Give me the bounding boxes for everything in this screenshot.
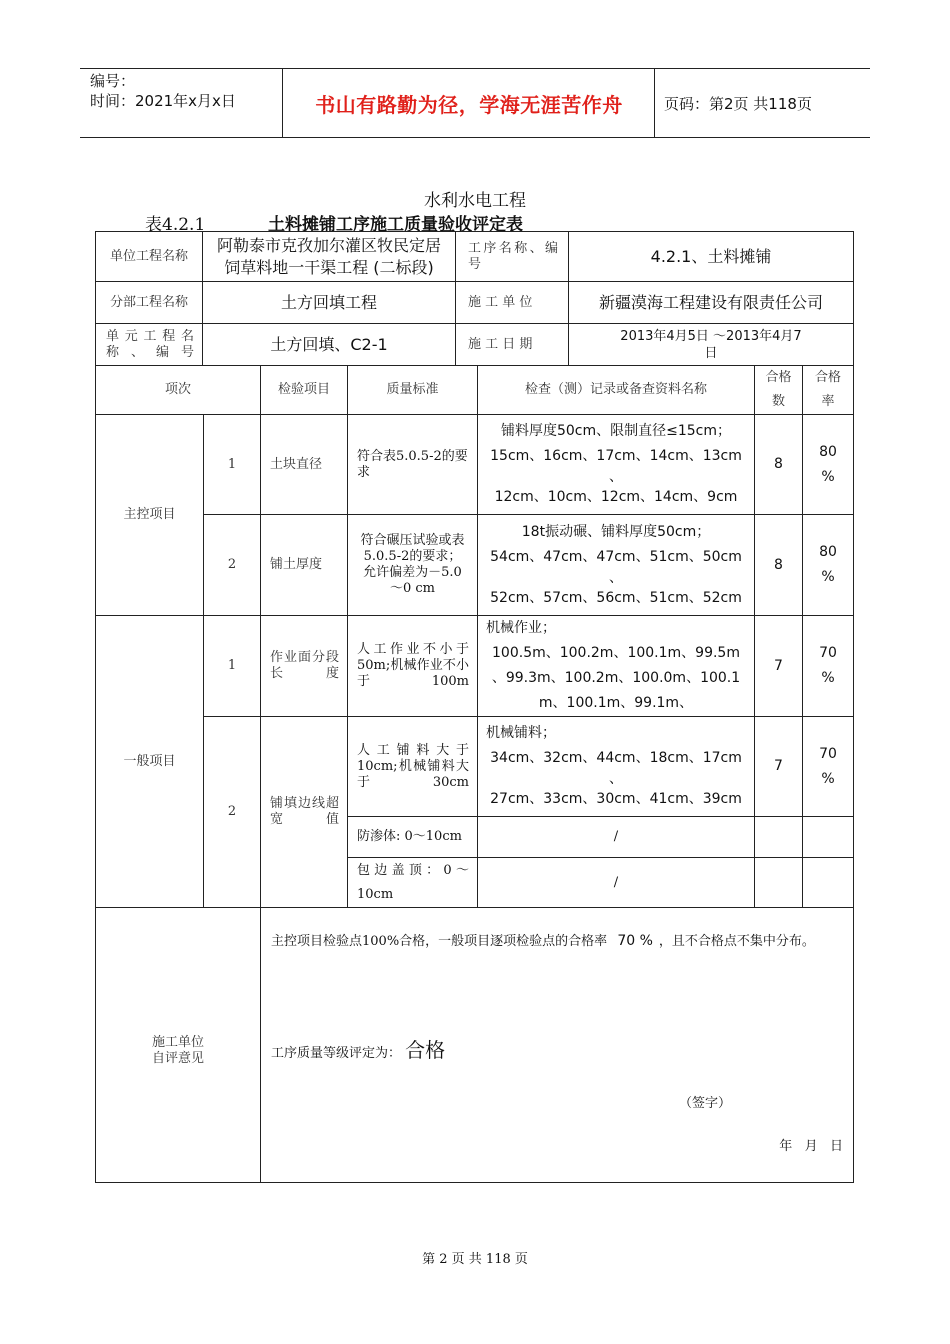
contractor-value: 新疆漠海工程建设有限责任公司 — [598, 292, 823, 312]
sub-project-value: 土方回填工程 — [280, 292, 377, 312]
document-number-label: 编号： — [90, 72, 136, 90]
table-row-count — [754, 615, 803, 717]
sub-row-count — [754, 857, 803, 908]
record-line: 、99.3m、100.2m、100.0m、100.1 — [491, 670, 741, 686]
unit-project-label-cell — [95, 231, 203, 282]
record-line: 机械铺料； — [486, 725, 556, 741]
opinion-summary-text: 主控项目检验点100%合格，一般项目逐项检验点的合格率 — [271, 934, 608, 949]
table-row-standard — [347, 615, 478, 717]
opinion-label-line-1: 施工单位 — [151, 1035, 204, 1050]
grade-label: 工序质量等级评定为： — [271, 1046, 402, 1061]
row-number: 1 — [227, 658, 237, 673]
record-line: / — [613, 829, 619, 844]
record-line: 15cm、16cm、17cm、14cm、13cm — [490, 448, 742, 464]
col-header-item-text: 项次 — [164, 382, 191, 397]
col-header-pass-rate-line-2: 率 — [821, 394, 835, 409]
table-row-item — [260, 414, 348, 515]
table-row-count — [754, 414, 803, 515]
record-line: 18t振动碾、铺料厚度50cm； — [521, 523, 711, 540]
col-header-pass-count-line-1: 合格 — [765, 370, 792, 385]
table-row-no — [203, 716, 261, 908]
process-value-cell — [568, 231, 854, 282]
general-group-label: 一般项目 — [123, 753, 176, 769]
quality-standard: 包边盖顶：0～10cm — [357, 862, 469, 902]
col-header-pass-count-line-2: 数 — [771, 394, 785, 409]
record-line: 铺料厚度50cm、限制直径≤15cm； — [500, 423, 732, 439]
table-row-rate — [802, 514, 854, 616]
table-row-rate — [802, 716, 854, 817]
pass-rate-unit: % — [821, 468, 835, 485]
record-line: m、100.1m、99.1m、 — [538, 695, 694, 711]
element-value-cell — [202, 323, 456, 366]
table-row-count — [754, 716, 803, 817]
quality-standard: 符合碾压试验或表5.0.5-2的要求；允许偏差为－5.0～0 cm — [360, 533, 465, 596]
table-row-standard — [347, 414, 478, 515]
table-row-records — [477, 615, 755, 717]
project-title: 水利水电工程 — [424, 191, 526, 211]
process-value: 4.2.1、土料摊铺 — [650, 246, 772, 266]
opinion-summary-tail: ，且不合格点不集中分布。 — [658, 934, 815, 949]
element-label-cell — [95, 323, 203, 366]
pass-rate-unit: % — [821, 670, 835, 686]
grade-value: 合格 — [405, 1038, 446, 1062]
sub-row-rate — [802, 857, 854, 908]
record-line: 34cm、32cm、44cm、18cm、17cm — [490, 750, 742, 766]
quality-standard: 防渗体: 0～10cm — [357, 829, 462, 844]
record-line: 100.5m、100.2m、100.1m、99.5m — [492, 645, 740, 661]
sub-project-label: 分部工程名称 — [109, 294, 188, 310]
unit-project-label: 单位工程名称 — [109, 248, 188, 264]
quality-standard: 人工作业不小于50m;机械作业不小于100m — [357, 642, 469, 689]
main-control-group-cell — [95, 414, 204, 616]
date-value-line-2: 日 — [704, 345, 718, 361]
inspection-item: 作业面分段长度 — [270, 650, 339, 681]
page-footer: 第 2 页 共 118 页 — [422, 1252, 528, 1267]
element-label: 单元工程名称、编号 — [106, 328, 194, 360]
record-line: 机械作业； — [486, 620, 556, 636]
col-header-records — [477, 365, 755, 415]
table-row-no — [203, 615, 261, 717]
unit-project-value-line-2: 饲草料地一干渠工程 (二标段) — [224, 257, 434, 277]
table-number: 表4.2.1 — [145, 215, 206, 235]
contractor-label: 施 工 单 位 — [468, 294, 533, 310]
opinion-content-cell — [260, 907, 854, 1183]
pass-rate-unit: % — [821, 569, 835, 585]
col-header-inspection-text: 检验项目 — [277, 382, 330, 397]
table-row-records — [477, 716, 755, 817]
record-line: / — [613, 874, 619, 890]
pass-rate-value: 80 — [819, 443, 837, 460]
sub-row-standard — [347, 816, 478, 858]
table-row-count — [754, 514, 803, 616]
contractor-value-cell — [568, 281, 854, 324]
pass-count: 7 — [774, 657, 783, 674]
row-number: 1 — [227, 456, 237, 472]
row-number: 2 — [227, 557, 237, 572]
pass-rate-value: 70 — [819, 745, 837, 762]
table-row-no — [203, 414, 261, 515]
col-header-standard-text: 质量标准 — [386, 382, 439, 397]
date-label: 施 工 日 期 — [468, 336, 533, 352]
table-row-item — [260, 716, 348, 908]
signature-date: 年 月 日 — [779, 1139, 843, 1154]
pass-rate-unit: % — [821, 770, 835, 787]
sub-row-count — [754, 816, 803, 858]
sub-project-label-cell — [95, 281, 203, 324]
sub-project-value-cell — [202, 281, 456, 324]
quality-standard: 人工铺料大于10cm;机械铺料大于30cm — [357, 742, 469, 790]
pass-count: 8 — [774, 556, 783, 573]
sub-row-standard — [347, 857, 478, 908]
opinion-label-line-2: 自评意见 — [151, 1051, 204, 1066]
pass-rate-value: 80 — [819, 544, 837, 560]
table-row-no — [203, 514, 261, 616]
element-value: 土方回填、C2-1 — [270, 334, 388, 354]
inspection-item: 铺土厚度 — [270, 557, 323, 572]
header-meta — [90, 71, 236, 111]
page-info: 页码：第2页 共118页 — [664, 95, 812, 113]
record-line: 12cm、10cm、12cm、14cm、9cm — [494, 489, 738, 505]
col-header-inspection — [260, 365, 348, 415]
table-row-standard — [347, 514, 478, 616]
record-line: 、 — [609, 469, 623, 485]
record-line: 、 — [609, 771, 623, 787]
evaluation-table — [96, 232, 855, 1184]
general-group-cell — [95, 615, 204, 908]
opinion-summary — [271, 932, 843, 951]
pass-rate-value: 70 — [819, 645, 837, 661]
inspection-item: 铺填边线超宽值 — [270, 796, 339, 827]
date-value-line-1: 2013年4月5日 ～2013年4月7 — [620, 328, 802, 344]
header-motto: 书山有路勤为径，学海无涯苦作舟 — [315, 92, 623, 117]
col-header-pass-count — [754, 365, 803, 415]
table-title: 土料摊铺工序施工质量验收评定表 — [268, 215, 523, 235]
table-row-item — [260, 514, 348, 616]
process-label: 工序名称、编号 — [468, 240, 558, 272]
quality-standard: 符合表5.0.5-2的要求 — [357, 448, 468, 480]
record-line: 27cm、33cm、30cm、41cm、39cm — [490, 791, 742, 807]
record-line: 、 — [609, 569, 623, 586]
page-header — [80, 68, 870, 138]
opinion-label-cell — [95, 907, 261, 1183]
col-header-item — [95, 365, 261, 415]
table-row-rate — [802, 615, 854, 717]
col-header-records-text: 检查（测）记录或备查资料名称 — [524, 382, 707, 397]
opinion-pass-rate: 70 % — [617, 933, 653, 949]
sub-row-record — [477, 816, 755, 858]
sub-row-rate — [802, 816, 854, 858]
col-header-pass-rate-line-1: 合格 — [814, 370, 841, 385]
document-time: 时间：2021年x月x日 — [90, 92, 236, 110]
sub-row-record — [477, 857, 755, 908]
process-label-cell — [455, 231, 569, 282]
col-header-standard — [347, 365, 478, 415]
table-row-records — [477, 414, 755, 515]
record-line: 52cm、57cm、56cm、51cm、52cm — [490, 589, 742, 606]
grade-row — [271, 1034, 445, 1063]
unit-project-value-cell — [202, 231, 456, 282]
row-number: 2 — [227, 804, 237, 819]
main-control-group-label: 主控项目 — [123, 507, 176, 522]
table-row-records — [477, 514, 755, 616]
table-row-rate — [802, 414, 854, 515]
contractor-label-cell — [455, 281, 569, 324]
col-header-pass-rate — [802, 365, 854, 415]
signature-label: （签字） — [679, 1096, 732, 1111]
date-label-cell — [455, 323, 569, 366]
record-line: 54cm、47cm、47cm、51cm、50cm — [490, 548, 742, 565]
pass-count: 8 — [774, 456, 783, 472]
unit-project-value-line-1: 阿勒泰市克孜加尔灌区牧民定居 — [216, 235, 441, 255]
pass-count: 7 — [774, 758, 783, 774]
table-row-item — [260, 615, 348, 717]
table-row-standard — [347, 716, 478, 817]
date-value-cell — [568, 323, 854, 366]
inspection-item: 土块直径 — [270, 456, 323, 472]
